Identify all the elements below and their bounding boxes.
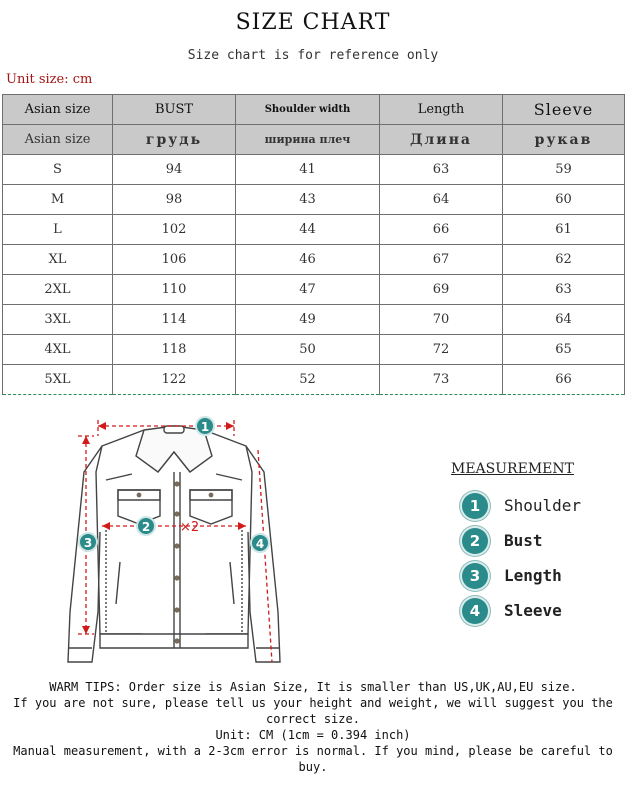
size-cell: 5XL <box>3 365 113 395</box>
header-cell: Shoulder width <box>236 95 380 125</box>
table-row <box>3 155 625 185</box>
value-cell: 106 <box>113 245 236 275</box>
svg-text:3: 3 <box>83 536 93 550</box>
value-cell: 43 <box>236 185 380 215</box>
tips-line: Unit: CM (1cm = 0.394 inch) <box>215 728 411 742</box>
size-cell: 3XL <box>3 305 113 335</box>
header-cell: Length <box>380 95 503 125</box>
value-cell: 102 <box>113 215 236 245</box>
value-cell: 62 <box>503 245 625 275</box>
marker-bust-icon <box>137 517 155 535</box>
value-cell: 61 <box>503 215 625 245</box>
header-cell: Sleeve <box>503 95 625 125</box>
header-cell: грудь <box>113 125 236 155</box>
value-cell: 49 <box>236 305 380 335</box>
value-cell: 69 <box>380 275 503 305</box>
size-cell: S <box>3 155 113 185</box>
value-cell: 46 <box>236 245 380 275</box>
value-cell: 63 <box>503 275 625 305</box>
table-row <box>3 335 625 365</box>
value-cell: 73 <box>380 365 503 395</box>
table-header-row-ru <box>3 125 625 155</box>
marker-shoulder-icon <box>196 417 214 435</box>
measurement-title: MEASUREMENT <box>451 461 574 477</box>
value-cell: 72 <box>380 335 503 365</box>
table-row <box>3 245 625 275</box>
marker-sleeve-icon <box>251 534 269 552</box>
value-cell: 63 <box>380 155 503 185</box>
value-cell: 94 <box>113 155 236 185</box>
size-cell: L <box>3 215 113 245</box>
jacket-diagram <box>62 412 287 674</box>
measurement-label: Sleeve <box>504 601 562 620</box>
number-4-icon: 4 <box>462 598 488 624</box>
tips-line: WARM TIPS: Order size is Asian Size, It is smaller than US,UK,AU,EU size. <box>49 680 577 694</box>
value-cell: 60 <box>503 185 625 215</box>
size-table <box>2 94 625 395</box>
warm-tips <box>0 679 626 775</box>
table-row <box>3 305 625 335</box>
page-title: SIZE CHART <box>235 10 391 35</box>
table-header-row-en <box>3 95 625 125</box>
svg-text:1: 1 <box>200 420 210 434</box>
bust-multiplier: ×2 <box>180 520 200 535</box>
value-cell: 59 <box>503 155 625 185</box>
svg-text:4: 4 <box>255 537 265 551</box>
value-cell: 44 <box>236 215 380 245</box>
number-1-icon: 1 <box>462 493 488 519</box>
value-cell: 52 <box>236 365 380 395</box>
value-cell: 66 <box>380 215 503 245</box>
size-cell: 4XL <box>3 335 113 365</box>
value-cell: 65 <box>503 335 625 365</box>
svg-text:2: 2 <box>141 520 151 534</box>
measurement-label: Shoulder <box>504 496 582 515</box>
size-cell: M <box>3 185 113 215</box>
header-cell: Asian size <box>3 95 113 125</box>
table-row <box>3 185 625 215</box>
header-cell: рукав <box>503 125 625 155</box>
measurement-label: Length <box>504 566 562 585</box>
unit-label: Unit size: cm <box>6 72 93 87</box>
value-cell: 64 <box>503 305 625 335</box>
tips-line: Manual measurement, with a 2-3cm error is normal. If you mind, please be careful to buy. <box>13 744 613 774</box>
header-cell: Asian size <box>3 125 113 155</box>
value-cell: 50 <box>236 335 380 365</box>
table-row <box>3 215 625 245</box>
header-cell: BUST <box>113 95 236 125</box>
value-cell: 122 <box>113 365 236 395</box>
header-cell: ширина плеч <box>236 125 380 155</box>
number-2-icon: 2 <box>462 528 488 554</box>
value-cell: 110 <box>113 275 236 305</box>
value-cell: 114 <box>113 305 236 335</box>
page-subtitle: Size chart is for reference only <box>187 48 439 63</box>
size-cell: 2XL <box>3 275 113 305</box>
table-row <box>3 365 625 395</box>
value-cell: 41 <box>236 155 380 185</box>
value-cell: 47 <box>236 275 380 305</box>
value-cell: 66 <box>503 365 625 395</box>
marker-length-icon <box>79 533 97 551</box>
value-cell: 67 <box>380 245 503 275</box>
value-cell: 64 <box>380 185 503 215</box>
value-cell: 118 <box>113 335 236 365</box>
value-cell: 98 <box>113 185 236 215</box>
header-cell: Длина <box>380 125 503 155</box>
number-3-icon: 3 <box>462 563 488 589</box>
table-row <box>3 275 625 305</box>
measurement-label: Bust <box>504 531 543 550</box>
tips-line: If you are not sure, please tell us your height and weight, we will suggest you the correct size. <box>13 696 613 726</box>
value-cell: 70 <box>380 305 503 335</box>
size-cell: XL <box>3 245 113 275</box>
